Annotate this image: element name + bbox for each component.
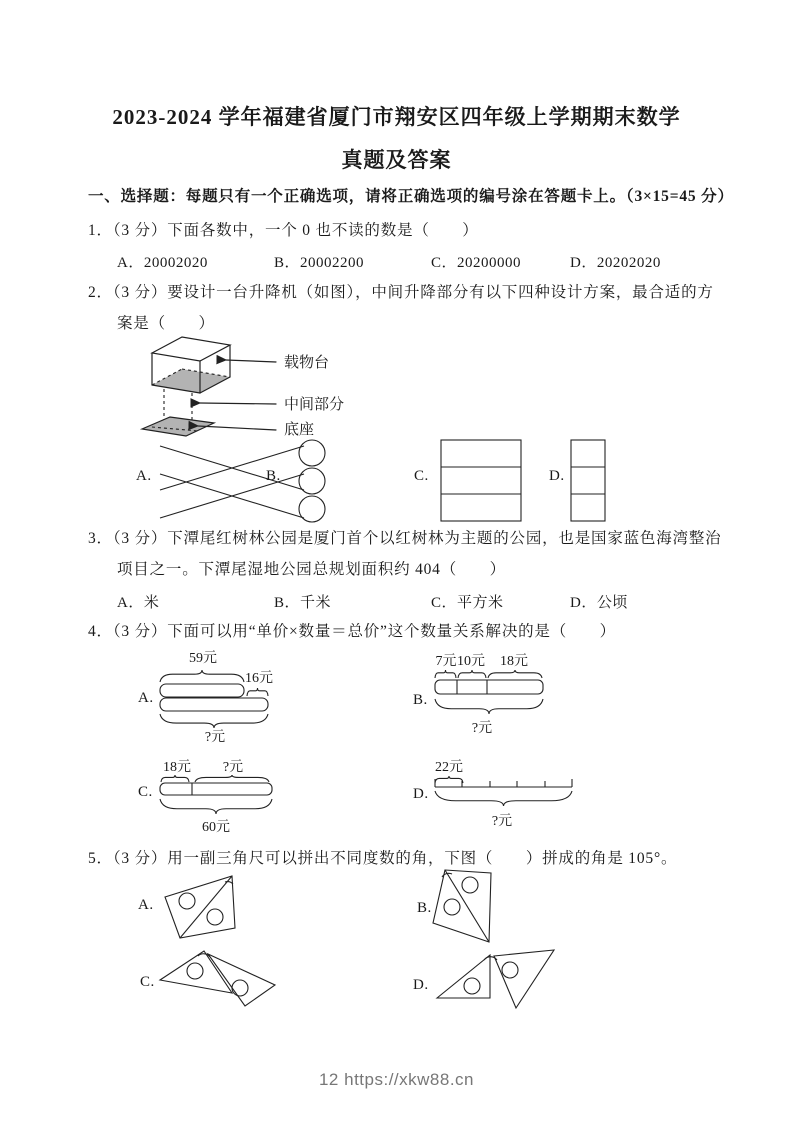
q4d-total-value: ?元: [491, 814, 513, 829]
page-title-line2: 真题及答案: [341, 148, 452, 172]
lift-base-label: 底座: [284, 422, 315, 438]
q4-option-d-label: D.: [413, 786, 429, 802]
q4-option-b-label: B.: [413, 692, 428, 708]
q4d-unit-value: 22元: [435, 760, 463, 775]
q4b-part1-value: 7元: [435, 654, 457, 669]
middle-arrow-icon: [200, 403, 276, 404]
q5-option-d-label: D.: [413, 977, 429, 993]
q2-option-c-wide-rectangle-figure: [440, 439, 522, 522]
question-3-text-line1: 3．（3 分）下潭尾红树林公园是厦门首个以红树林为主题的公园，也是国家蓝色海湾整治: [88, 530, 722, 547]
question-1-text: 1．（3 分）下面各数中，一个 0 也不读的数是（ ）: [88, 222, 479, 239]
q3-option-c-value: 平方米: [457, 595, 504, 611]
lift-platform-label: 载物台: [284, 355, 330, 371]
q1-option-a: [117, 251, 208, 272]
q5-option-b-label: B.: [417, 900, 432, 916]
lift-platform-box: [152, 337, 230, 393]
q3-option-c-label: C．: [431, 595, 458, 611]
q1-option-b-value: 20002200: [300, 255, 365, 271]
q1-option-a-value: 20002020: [143, 255, 208, 271]
q2-option-a-scissor-lattice-figure: [158, 441, 306, 523]
q2-option-c-label: C.: [414, 468, 429, 484]
q4b-total-value: ?元: [471, 721, 493, 736]
q1-option-d: [570, 251, 661, 272]
q5-option-a-label: A.: [138, 897, 154, 913]
question-3-text-line2: 项目之一。下潭尾湿地公园总规划面积约 404（ ）: [117, 561, 506, 578]
q2-option-d-narrow-column-figure: [570, 439, 606, 522]
question-2-text-line1: 2．（3 分）要设计一台升降机（如图），中间升降部分有以下四种设计方案，最合适的方: [88, 284, 714, 301]
q3-option-b: [274, 591, 331, 612]
q2-option-b-circles-figure: [293, 439, 331, 525]
q4a-side-value: 16元: [245, 671, 273, 686]
q4b-part3-value: 18元: [500, 654, 528, 669]
q4c-total-value: 60元: [202, 820, 230, 835]
footer-page-number: 12: [318, 1070, 339, 1089]
q4b-part2-value: 10元: [457, 654, 485, 669]
question-5-text: 5．（3 分）用一副三角尺可以拼出不同度数的角，下图（ ）拼成的角是 105°。: [88, 850, 678, 867]
q4-option-d-line-diagram: [430, 757, 580, 835]
q5-option-a-triangles-figure: [155, 868, 270, 946]
question-3-options: [0, 591, 793, 611]
q3-option-d: [570, 591, 628, 612]
question-4-text: 4．（3 分）下面可以用“单价×数量＝总价”这个数量关系解决的是（ ）: [88, 623, 616, 640]
q4c-right-value: ?元: [222, 760, 244, 775]
q5-option-c-label: C.: [140, 974, 155, 990]
platform-arrow-icon: [226, 360, 276, 362]
q5-option-d-triangles-figure: [428, 946, 560, 1012]
page-title-line1: 2023-2024 学年福建省厦门市翔安区四年级上学期期末数学: [112, 105, 681, 129]
q5-option-b-triangles-figure: [428, 864, 503, 949]
q4a-total-value: ?元: [204, 730, 226, 745]
footer-url: https://xkw88.cn: [344, 1070, 475, 1089]
q3-option-b-value: 千米: [300, 595, 332, 611]
section-heading: 一、选择题：每题只有一个正确选项，请将正确选项的编号涂在答题卡上。（3×15=45 分）: [88, 188, 734, 205]
q2-lift-figure: [138, 331, 345, 441]
q3-option-a-value: 米: [143, 595, 160, 611]
q4-option-a-label: A.: [138, 690, 154, 706]
q1-option-d-label: D．: [570, 255, 597, 271]
q1-option-c: [431, 251, 521, 272]
question-1-options: [0, 251, 793, 271]
question-2-text-line2: 案是（ ）: [117, 315, 215, 332]
q1-option-b: [274, 251, 364, 272]
q3-option-a-label: A．: [117, 595, 144, 611]
page-footer: [0, 1070, 793, 1090]
q1-option-c-label: C．: [431, 255, 458, 271]
q4-option-a-tape-diagram: [155, 648, 280, 743]
q1-option-c-value: 20200000: [457, 255, 522, 271]
q1-option-a-label: A．: [117, 255, 144, 271]
q2-option-d-label: D.: [549, 468, 565, 484]
q1-option-b-label: B．: [274, 255, 301, 271]
q4-option-c-label: C.: [138, 784, 153, 800]
q4-option-b-tape-diagram: [430, 652, 550, 740]
q4a-top-value: 59元: [189, 651, 217, 666]
lift-middle-label: 中间部分: [284, 397, 345, 413]
q3-option-d-value: 公顷: [596, 595, 628, 611]
q3-option-a: [117, 591, 159, 612]
q4-option-c-tape-diagram: [155, 755, 280, 845]
base-arrow-icon: [198, 426, 276, 430]
q3-option-b-label: B．: [274, 595, 301, 611]
q3-option-d-label: D．: [570, 595, 597, 611]
q5-option-c-triangles-figure: [153, 946, 283, 1012]
q4c-left-value: 18元: [163, 760, 191, 775]
q2-option-a-label: A.: [136, 468, 152, 484]
q2-option-b-label: B.: [266, 468, 281, 484]
q3-option-c: [431, 591, 504, 612]
q1-option-d-value: 20202020: [596, 255, 661, 271]
